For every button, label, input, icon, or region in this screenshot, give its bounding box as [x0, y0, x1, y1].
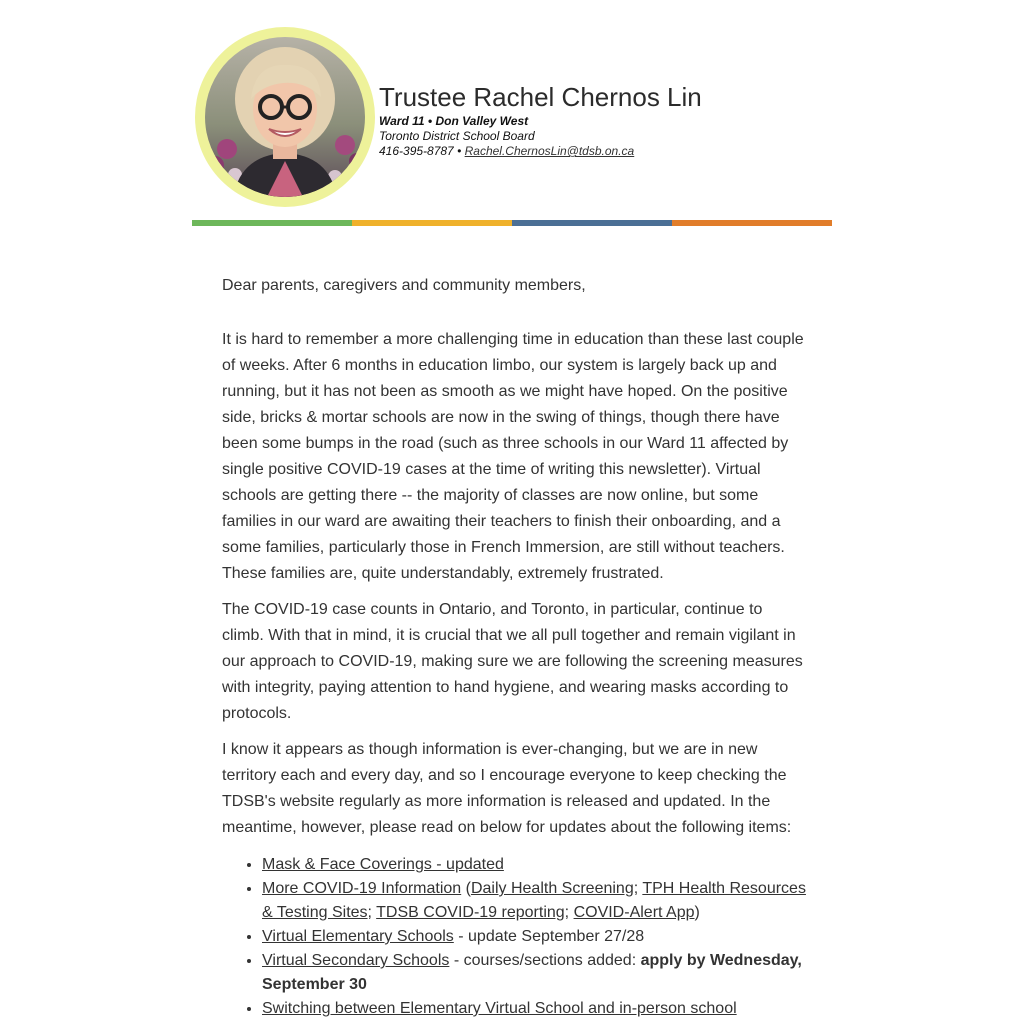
item-note: - courses/sections added: — [449, 952, 641, 969]
list-item — [262, 997, 807, 1021]
health-screening-link[interactable]: Daily Health Screening — [470, 880, 634, 897]
tph-resources-link[interactable]: TPH Health Resources & Testing Sites — [262, 880, 806, 921]
apply-deadline: apply by Wednesday, September 30 — [262, 952, 802, 993]
color-divider — [192, 220, 832, 226]
list-item — [262, 877, 807, 925]
switching-schools-link[interactable]: Switching between Elementary Virtual School and in-person school — [262, 1000, 737, 1017]
portrait-icon — [205, 37, 365, 197]
virtual-elementary-link[interactable]: Virtual Elementary Schools — [262, 928, 454, 945]
board-line: Toronto District School Board — [379, 129, 535, 143]
avatar — [205, 37, 365, 197]
divider-yellow — [352, 220, 512, 226]
covid-info-link[interactable]: More COVID-19 Information — [262, 880, 462, 897]
trustee-header — [379, 80, 702, 159]
page-title: Trustee Rachel Chernos Lin — [379, 82, 702, 112]
list-item — [262, 925, 807, 949]
newsletter-body — [222, 273, 807, 1021]
separator: ; — [633, 880, 643, 897]
paragraph-2: The COVID-19 case counts in Ontario, and Toronto, in particular, continue to climb. With that in mind, it is crucial that we all pull together and remain vigilant in our approach to COVID-19, making sure we are following the screening measures with integrity, paying attention to hand hygiene, and wearing masks according to protocols. — [222, 601, 803, 722]
email-link[interactable]: Rachel.ChernosLin@tdsb.on.ca — [464, 144, 635, 158]
topics-list — [222, 853, 807, 1021]
mask-coverings-link[interactable]: Mask & Face Coverings - updated — [262, 856, 504, 873]
phone-number: 416-395-8787 • — [379, 144, 465, 158]
greeting: Dear parents, caregivers and community members, — [222, 277, 586, 294]
paragraph-1: It is hard to remember a more challenging time in education than these last couple of weeks. After 6 months in education limbo, our system is largely back up and running, but it has not been as smooth as we might have hoped. On the positive side, bricks & mortar schools are now in the swing of things, though there have been some bumps in the road (such as three schools in our Ward 11 affected by single positive COVID-19 cases at the time of writing this newsletter). Virtual schools are getting there -- the majority of classes are now online, but some families in our ward are awaiting their teachers to finish their onboarding, and a some families, particularly those in French Immersion, are still without teachers. These families are, quite understandably, extremely frustrated. — [222, 331, 804, 582]
paren-close: ) — [694, 904, 700, 921]
separator: ; — [367, 904, 377, 921]
divider-blue — [512, 220, 672, 226]
contact-line — [379, 144, 702, 159]
paren-open: ( — [461, 880, 471, 897]
divider-green — [192, 220, 352, 226]
item-note: - update September 27/28 — [453, 928, 645, 945]
virtual-secondary-link[interactable]: Virtual Secondary Schools — [262, 952, 450, 969]
list-item — [262, 853, 807, 877]
ward-line: Ward 11 • Don Valley West — [379, 114, 529, 128]
covid-alert-app-link[interactable]: COVID-Alert App — [573, 904, 695, 921]
list-item — [262, 949, 807, 997]
divider-orange — [672, 220, 832, 226]
separator: ; — [564, 904, 574, 921]
tdsb-reporting-link[interactable]: TDSB COVID-19 reporting — [376, 904, 565, 921]
paragraph-3: I know it appears as though information is ever-changing, but we are in new territory each and every day, and so I encourage everyone to keep checking the TDSB's website regularly as more information is released and updated. In the meantime, however, please read on below for updates about the following items: — [222, 741, 792, 836]
avatar-ring — [195, 27, 375, 207]
